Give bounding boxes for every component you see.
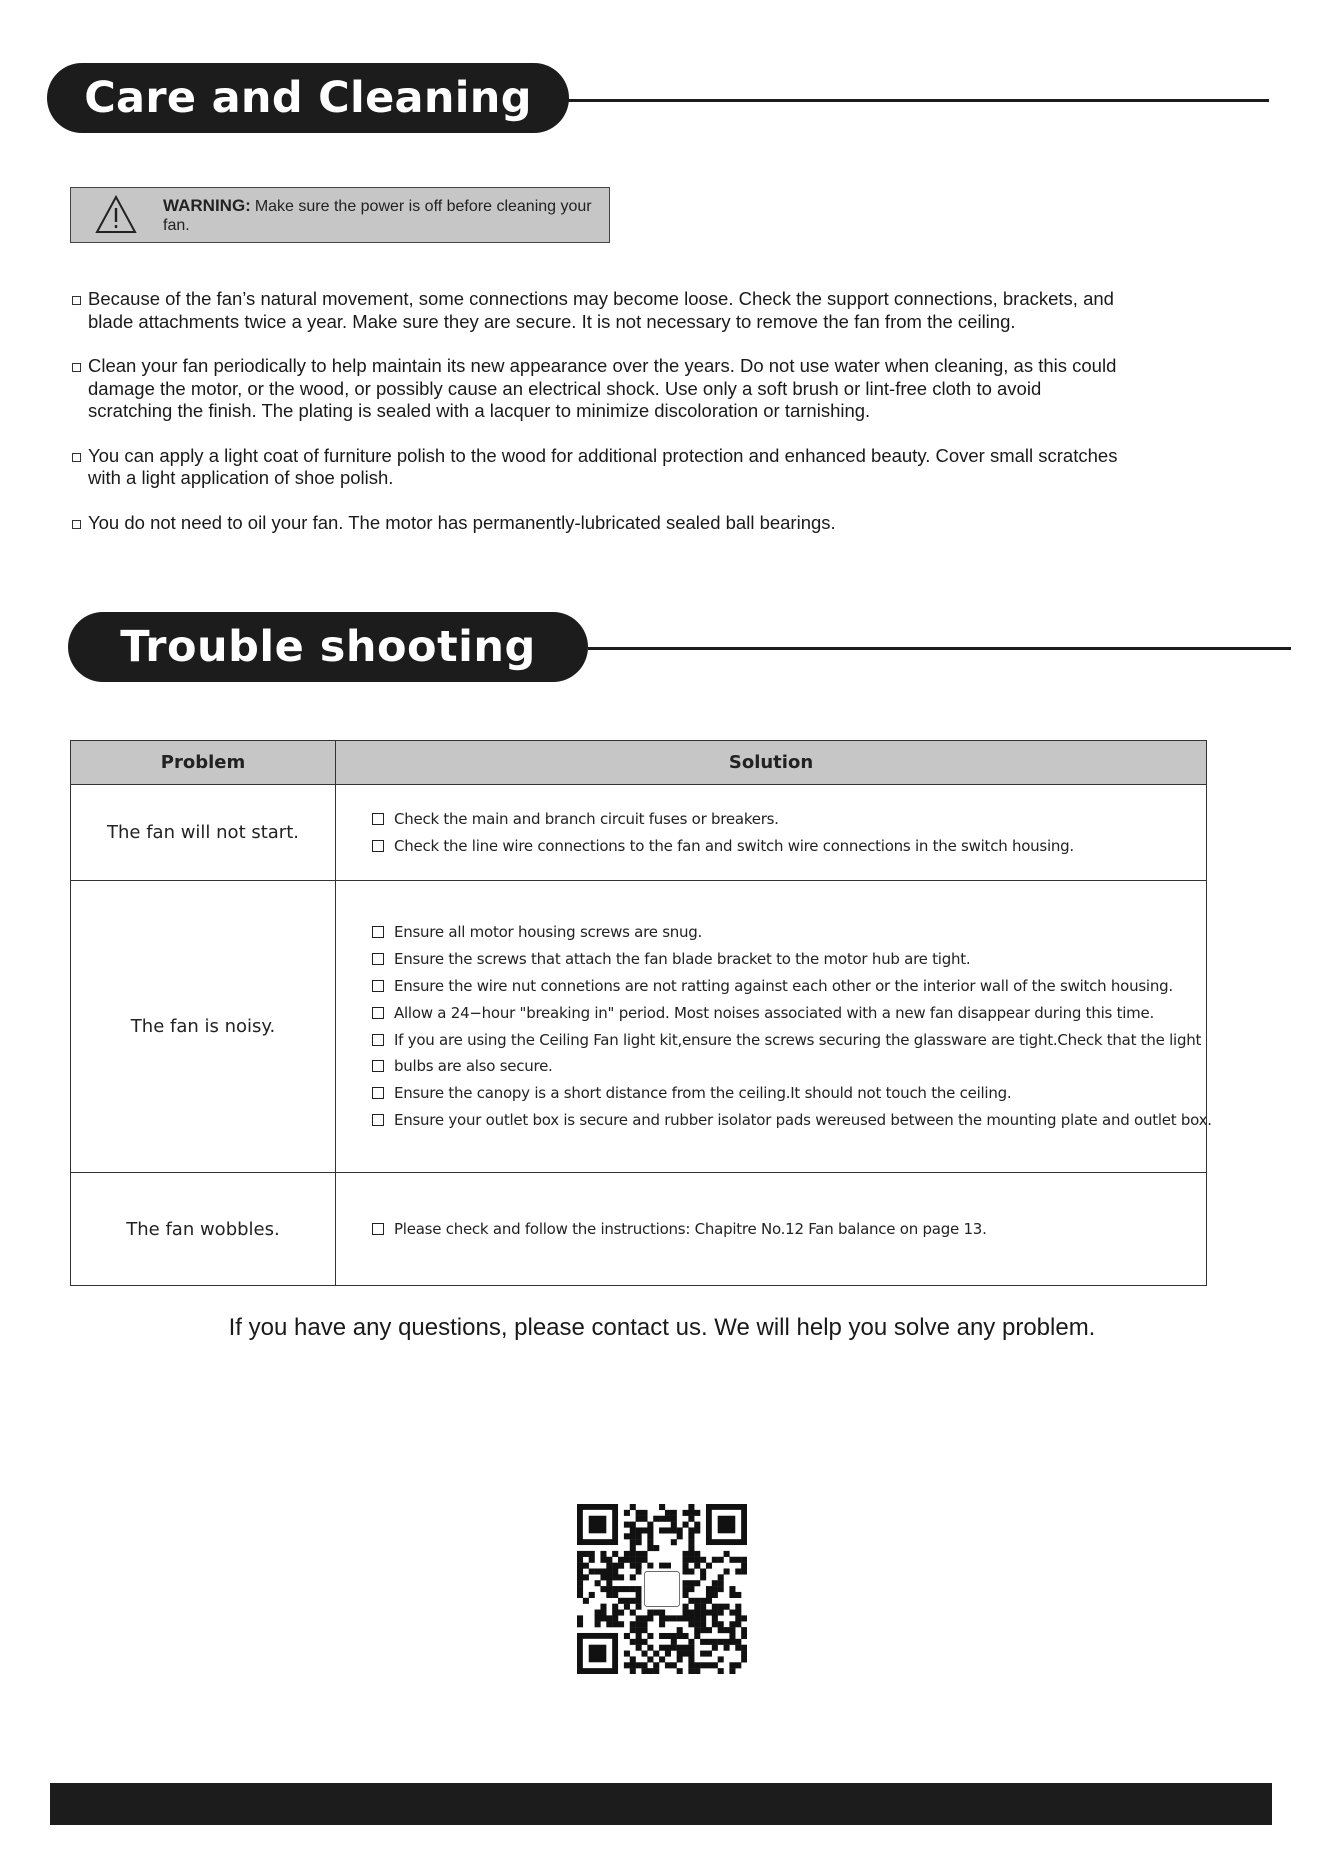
solution-list: [372, 1216, 1206, 1243]
header-rule: [588, 647, 1291, 650]
solution-text: Ensure the screws that attach the fan blade bracket to the motor hub are tight.: [394, 950, 971, 969]
checkbox-icon: [372, 926, 384, 938]
solution-text: Check the line wire connections to the fan and switch wire connections in the switch housing.: [394, 836, 1074, 855]
care-and-cleaning-title: Care and Cleaning: [47, 63, 569, 133]
header-rule: [566, 99, 1269, 102]
solution-text: Ensure the wire nut connetions are not ratting against each other or the interior wall of the switch housing.: [394, 976, 1173, 995]
warning-box: [70, 187, 610, 243]
care-item-text: Clean your fan periodically to help maintain its new appearance over the years. Do not use water when cleaning, as this could damage the motor, or the wood, or possibly cause an electrical shock. Use only a soft brush or lint-free cloth to avoid scratching the finish. The plating is sealed with a lacquer to minimize discoloration or tarnishing.: [88, 355, 1117, 421]
solution-text: Check the main and branch circuit fuses or breakers.: [394, 809, 779, 828]
solution-text: If you are using the Ceiling Fan light kit,ensure the screws securing the glassware are tight.Check that the light: [394, 1030, 1202, 1049]
checkbox-icon: [372, 1034, 384, 1046]
list-item: [372, 973, 1206, 1000]
solution-text: bulbs are also secure.: [394, 1057, 553, 1076]
care-item-text: You can apply a light coat of furniture polish to the wood for additional protection and enhanced beauty. Cover small scratches with a light application of shoe polish.: [88, 444, 1118, 488]
list-item: [372, 833, 1206, 860]
checkbox-icon: [372, 1114, 384, 1126]
solution-text: Allow a 24−hour "breaking in" period. Most noises associated with a new fan disappear during this time.: [394, 1003, 1154, 1022]
list-item: [372, 806, 1206, 833]
checkbox-icon: [72, 363, 81, 372]
table-row: [71, 881, 1207, 1173]
warning-triangle-icon: [95, 195, 137, 235]
warning-label: WARNING:: [163, 196, 251, 215]
solution-column-header: Solution: [336, 741, 1207, 785]
checkbox-icon: [372, 953, 384, 965]
solution-text: Ensure all motor housing screws are snug.: [394, 923, 703, 942]
warning-message: Make sure the power is off before cleaning your fan.: [163, 198, 592, 234]
list-item: [372, 946, 1206, 973]
problem-cell: The fan will not start.: [71, 785, 336, 881]
solution-list: [372, 919, 1212, 1133]
checkbox-icon: [372, 1007, 384, 1019]
checkbox-icon: [372, 1223, 384, 1235]
list-item: [70, 445, 1130, 490]
list-item: [70, 288, 1130, 333]
list-item: [372, 1080, 1206, 1107]
solution-text: Ensure your outlet box is secure and rubber isolator pads wereused between the mounting plate and outlet box.: [394, 1110, 1212, 1129]
checkbox-icon: [372, 813, 384, 825]
checkbox-icon: [72, 520, 81, 529]
warning-text-block: [163, 196, 603, 235]
care-item-text: You do not need to oil your fan. The motor has permanently-lubricated sealed ball bearings.: [88, 511, 836, 533]
checkbox-icon: [72, 296, 81, 305]
checkbox-icon: [372, 980, 384, 992]
problem-column-header: Problem: [71, 741, 336, 785]
troubleshooting-table: [70, 740, 1212, 1286]
solution-text: Please check and follow the instructions: Chapitre No.12 Fan balance on page 13.: [394, 1219, 987, 1238]
footer-bar: [50, 1783, 1272, 1825]
trouble-shooting-title: Trouble shooting: [68, 612, 588, 682]
list-item: [70, 512, 1130, 535]
contact-note: If you have any questions, please contact us. We will help you solve any problem.: [228, 1314, 1096, 1341]
solution-cell: [336, 881, 1212, 1173]
care-and-cleaning-header: [0, 63, 1324, 133]
solution-cell: [336, 785, 1207, 881]
care-item-text: Because of the fan’s natural movement, some connections may become loose. Check the support connections, brackets, and blade attachments twice a year. Make sure they are secure. It is not necessary to remove the fan from the ceiling.: [88, 288, 1114, 332]
solution-list: [372, 806, 1206, 860]
trouble-shooting-header: [0, 612, 1324, 682]
problem-cell: The fan is noisy.: [71, 881, 336, 1173]
qr-code-icon: [577, 1504, 747, 1674]
table-header-row: [71, 741, 1207, 785]
list-item: [372, 1216, 1206, 1243]
solution-cell: [336, 1173, 1207, 1286]
care-list: [70, 288, 1130, 556]
table-row: [71, 1173, 1207, 1286]
list-item: [70, 355, 1130, 423]
list-item: [372, 919, 1206, 946]
checkbox-icon: [72, 453, 81, 462]
checkbox-icon: [372, 1087, 384, 1099]
list-item: [372, 1053, 1206, 1080]
solution-text: Ensure the canopy is a short distance from the ceiling.It should not touch the ceiling.: [394, 1084, 1012, 1103]
checkbox-icon: [372, 840, 384, 852]
list-item: [372, 1027, 1206, 1054]
problem-cell: The fan wobbles.: [71, 1173, 336, 1286]
list-item: [372, 1107, 1212, 1134]
list-item: [372, 1000, 1206, 1027]
table-row: [71, 785, 1207, 881]
checkbox-icon: [372, 1060, 384, 1072]
